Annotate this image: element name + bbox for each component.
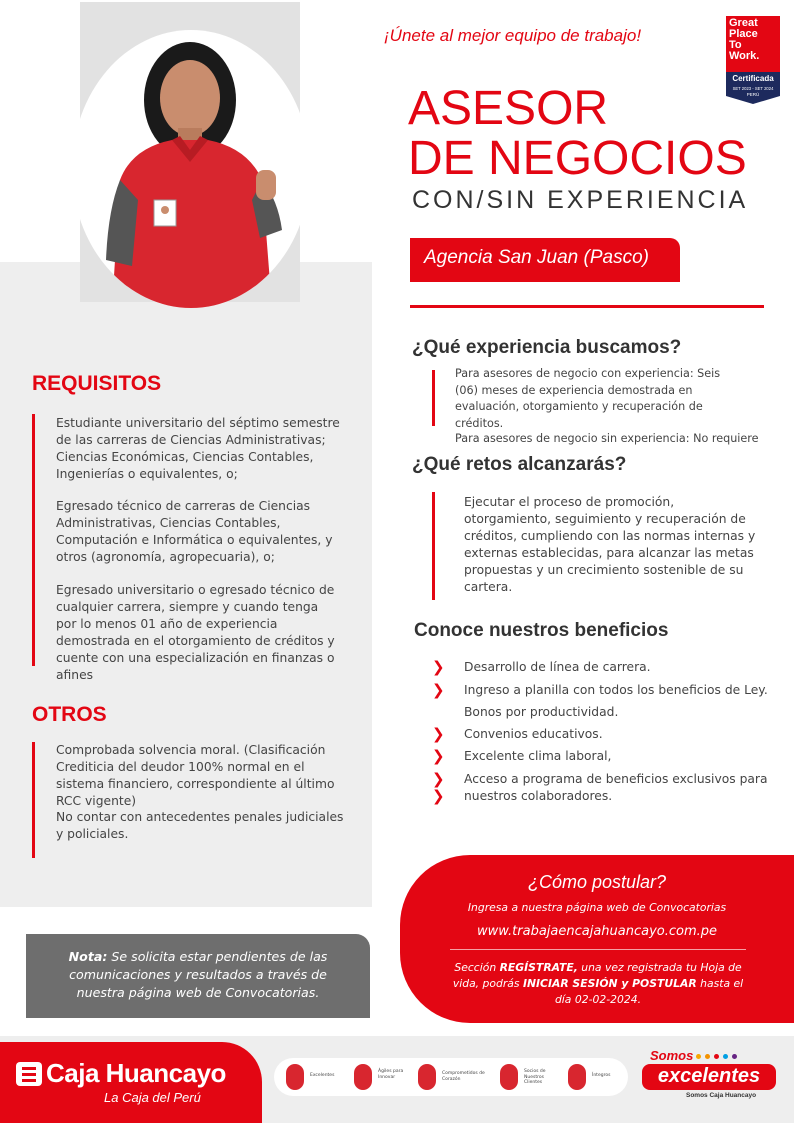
- retos-text: Ejecutar el proceso de promoción, otorgamiento, seguimiento y recuperación de créditos, cumpliendo con las normas internas y externas establecidas, para alcanzar las metas propuestas y un crecimiento sostenible de su cartera.: [464, 495, 756, 594]
- postular-s1: Sección: [454, 961, 500, 974]
- job-title-line2: DE NEGOCIOS: [408, 132, 747, 185]
- beneficio-label: Desarrollo de línea de carrera.: [464, 660, 651, 674]
- badge-line4: Work.: [729, 50, 760, 62]
- somos-label: Somos: [650, 1048, 694, 1063]
- excelentes-label: excelentes: [642, 1064, 776, 1090]
- brand-name: Caja Huancayo: [46, 1058, 226, 1088]
- value-label: Ágiles para Innovar: [378, 1069, 404, 1080]
- color-dots: [696, 1054, 756, 1060]
- otros-bar: [32, 742, 35, 858]
- value-label: Excelentes: [310, 1073, 335, 1078]
- mascot-icon: [286, 1064, 304, 1090]
- value-label: Socios de Nuestros Clientes: [524, 1069, 546, 1085]
- nota-label: Nota:: [68, 949, 108, 964]
- agency-label: Agencia San Juan (Pasco): [424, 247, 649, 268]
- postular-heading: ¿Cómo postular?: [527, 872, 667, 892]
- value-item: [568, 1062, 624, 1092]
- caja-huancayo-logo: [0, 1042, 262, 1123]
- tagline: ¡Únete al mejor equipo de trabajo!: [384, 26, 642, 45]
- postular-iniciar: INICIAR SESIÓN y POSTULAR: [522, 977, 697, 990]
- postular-url[interactable]: www.trabajaencajahuancayo.com.pe: [476, 924, 718, 939]
- mascot-icon: [568, 1064, 586, 1090]
- value-item: [418, 1062, 498, 1092]
- requisito-item-3: Egresado universitario o egresado técnico de cualquier carrera, siempre y cuando tenga por lo menos 01 año de experiencia demostrada en el otorgamiento de créditos y cuente con una especialización en finanzas o afines: [56, 583, 335, 682]
- chevron-right-icon: ❯: [432, 681, 445, 699]
- requisito-item-2: Egresado técnico de carreras de Ciencias Administrativas, Ciencias Contables, Computación e Informática o equivalentes, y otros (agronomía, agropecuaria), o;: [56, 499, 333, 564]
- chevron-right-icon: ❯: [432, 725, 445, 743]
- badge-country: PERÚ: [746, 92, 760, 97]
- postular-instructions: [450, 960, 746, 1008]
- mascot-icon: [354, 1064, 372, 1090]
- value-label: Íntegros: [592, 1073, 611, 1078]
- postular-s3: una vez registrada tu Hoja de vida, podrás: [452, 961, 742, 990]
- agency-pill: [410, 238, 680, 282]
- badge-line1: Great: [729, 17, 758, 29]
- job-title-line1: ASESOR: [408, 82, 609, 135]
- somos-excelentes-logo: [640, 1048, 780, 1108]
- postular-line1: Ingresa a nuestra página web de Convocatorias: [467, 901, 727, 914]
- somos-caja-label: Somos Caja Huancayo: [686, 1092, 757, 1099]
- mascot-icon: [500, 1064, 518, 1090]
- experiencia-with: Para asesores de negocio con experiencia: Seis (06) meses de experiencia demostrada en evaluación, otorgamiento y recuperación de créditos.: [455, 367, 721, 430]
- requisitos-bar: [32, 414, 35, 666]
- otros-heading: OTROS: [32, 703, 107, 726]
- brand-tagline: La Caja del Perú: [104, 1090, 201, 1105]
- postular-box: [400, 855, 794, 1023]
- value-item: [354, 1062, 418, 1092]
- nota-box: [26, 934, 370, 1018]
- retos-heading: ¿Qué retos alcanzarás?: [412, 454, 627, 475]
- postular-registrate: REGÍSTRATE,: [499, 961, 578, 974]
- beneficios-heading: Conoce nuestros beneficios: [414, 620, 669, 641]
- nota-text: Se solicita estar pendientes de las comunicaciones y resultados a través de nuestra página web de Convocatorias.: [69, 949, 328, 1000]
- chevron-right-icon: ❯: [432, 770, 445, 788]
- job-title: [408, 84, 747, 184]
- caja-icon: [16, 1062, 42, 1086]
- requisitos-heading: REQUISITOS: [32, 372, 162, 395]
- agency-underline: [410, 305, 764, 308]
- chevron-right-icon: ❯: [432, 658, 445, 676]
- otros-item-1: Comprobada solvencia moral. (Clasificación Crediticia del deudor 100% normal en el sistema financiero, correspondiente al último RCC vigente): [56, 743, 335, 808]
- requisito-item-1: Estudiante universitario del séptimo semestre de las carreras de Ciencias Administrativas; Ciencias Económicas, Ciencias Contables, Ingenierías o equivalentes, o;: [56, 416, 340, 481]
- value-label: Comprometidos de Corazón: [442, 1071, 485, 1082]
- beneficio-label: Ingreso a planilla con todos los beneficios de Ley.: [464, 683, 768, 697]
- experiencia-heading: ¿Qué experiencia buscamos?: [412, 337, 682, 358]
- otros-item-2: No contar con antecedentes penales judiciales y policiales.: [56, 810, 344, 841]
- chevron-right-icon: ❯: [432, 787, 445, 805]
- badge-line3: To: [729, 39, 742, 51]
- beneficio-label: Convenios educativos.: [464, 727, 603, 741]
- chevron-right-icon: ❯: [432, 747, 445, 765]
- values-strip: [274, 1058, 628, 1096]
- retos-bar: [432, 492, 435, 600]
- badge-period: SET 2023 - SET 2024: [732, 86, 774, 91]
- job-subtitle: CON/SIN EXPERIENCIA: [412, 186, 749, 214]
- postular-divider: [450, 949, 746, 950]
- employee-photo: [72, 30, 310, 308]
- beneficio-label: Excelente clima laboral,: [464, 749, 612, 763]
- badge-line2: Place: [729, 28, 758, 40]
- beneficio-label: nuestros colaboradores.: [464, 789, 613, 803]
- badge-certified: Certificada: [732, 74, 774, 83]
- postular-s5: hasta el día 02-02-2024.: [554, 977, 744, 1006]
- beneficio-label: Acceso a programa de beneficios exclusivos para: [464, 772, 768, 786]
- mascot-icon: [418, 1064, 436, 1090]
- value-item: [286, 1062, 350, 1092]
- experiencia-without: Para asesores de negocio sin experiencia: No requiere: [455, 432, 759, 445]
- value-item: [500, 1062, 564, 1092]
- experiencia-bar: [432, 370, 435, 426]
- beneficio-label: Bonos por productividad.: [464, 705, 619, 719]
